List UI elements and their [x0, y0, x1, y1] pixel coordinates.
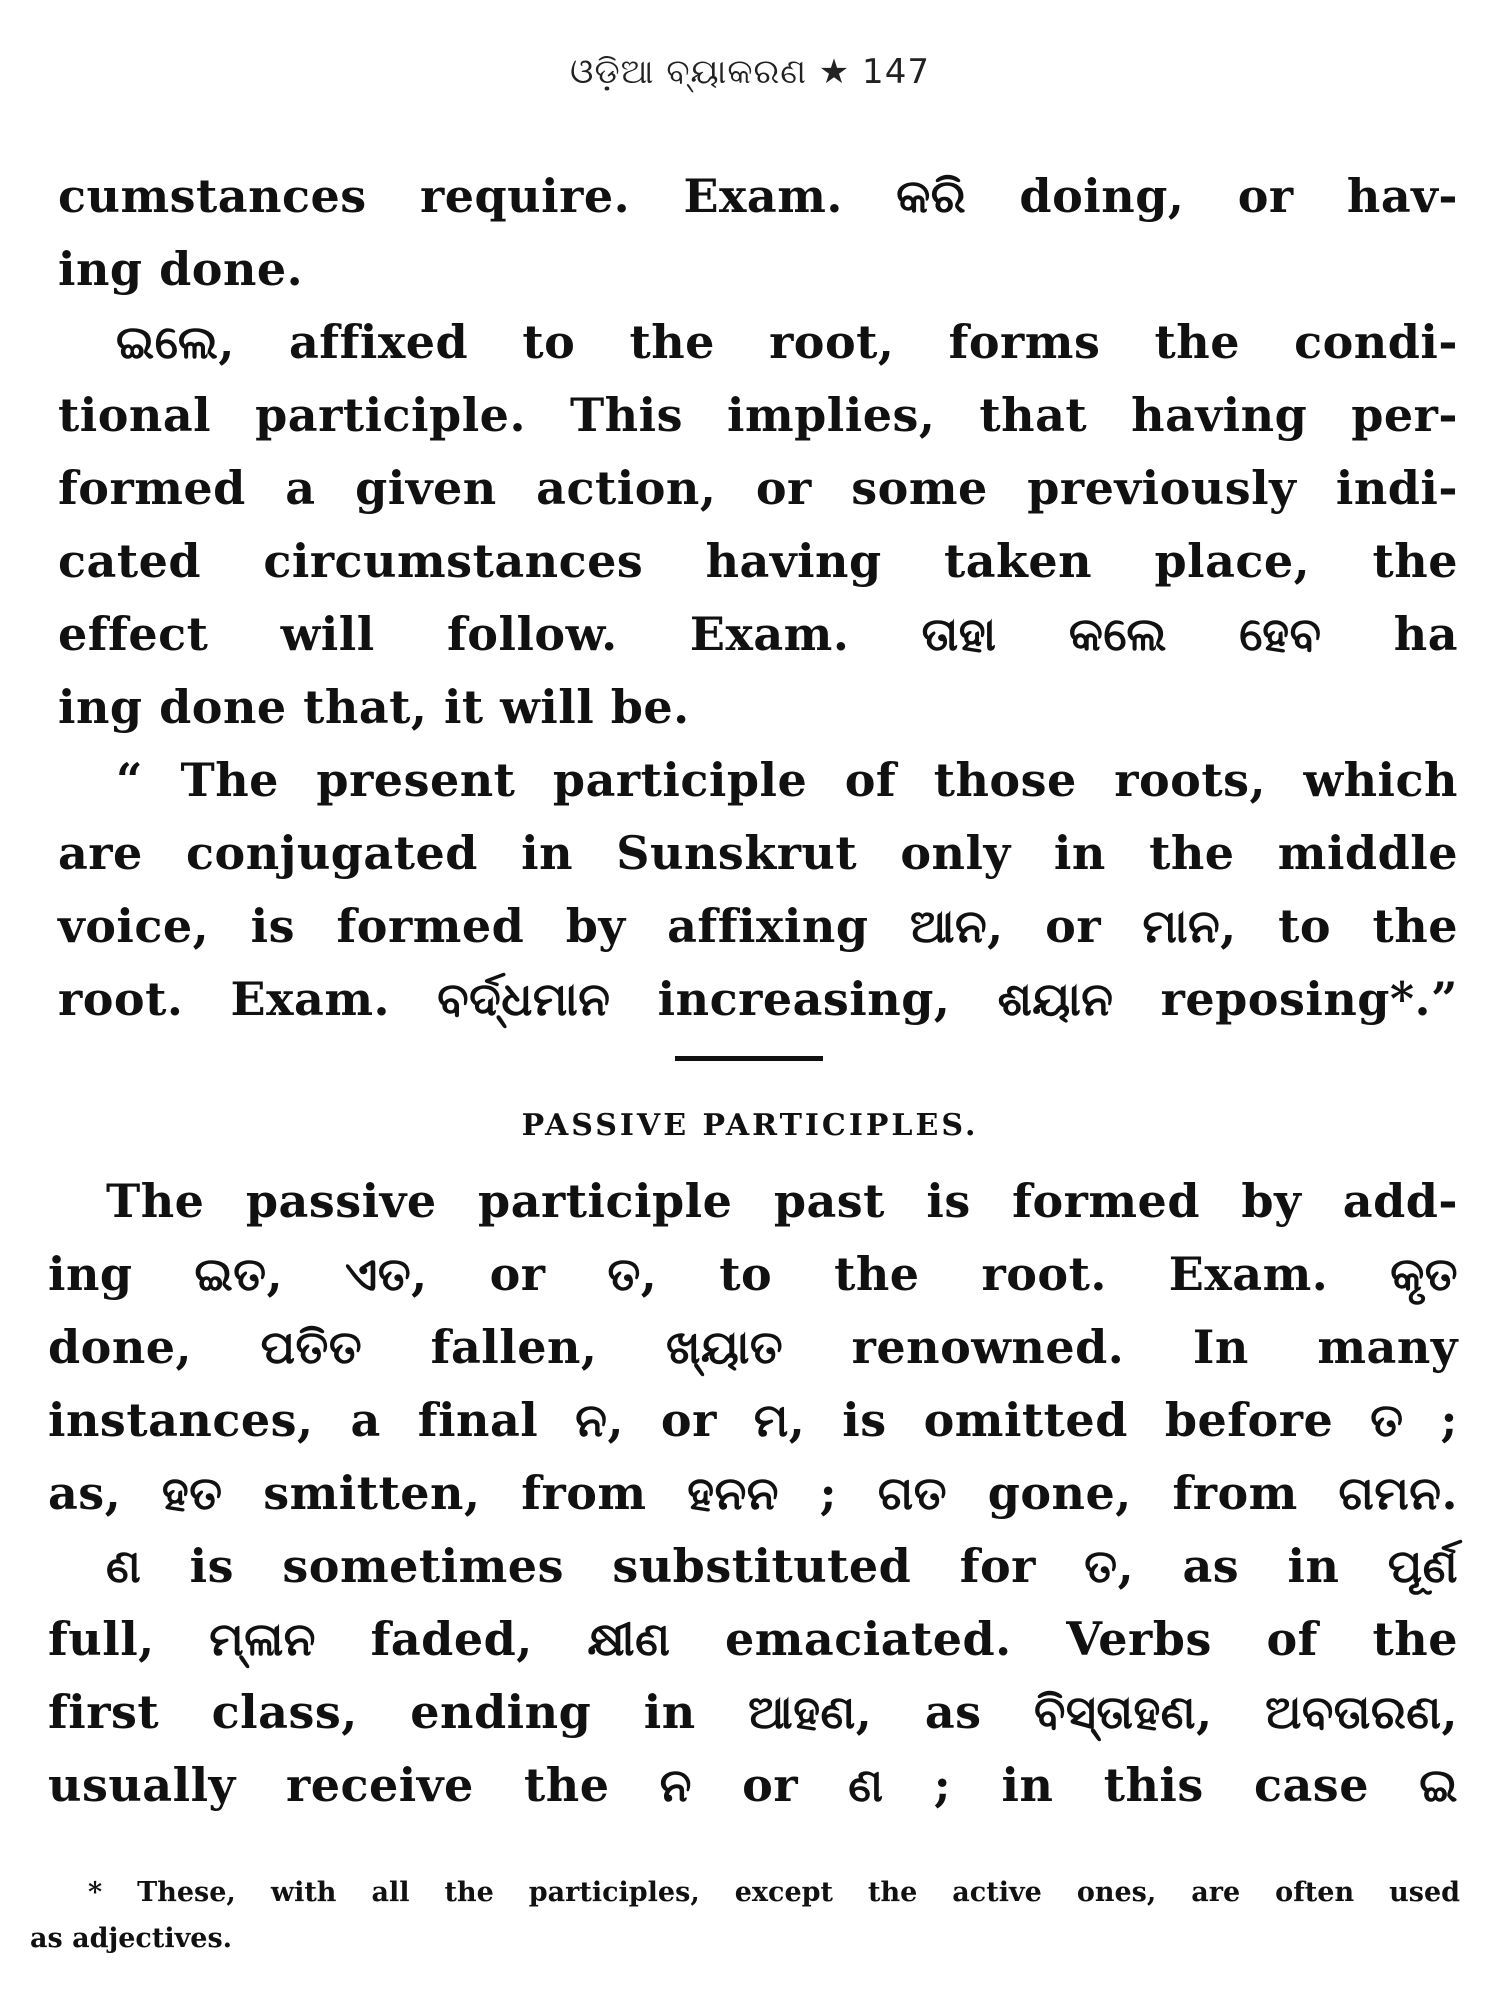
text-line: cumstances require. Exam. କରି doing, or hav-: [58, 169, 1458, 223]
footnote: [30, 1870, 1460, 1962]
text-line: ing done that, it will be.: [58, 680, 690, 734]
footnote-line: as adjectives.: [30, 1923, 233, 1954]
text-line: ing done.: [58, 242, 304, 296]
text-line: full, ମ୍ଳାନ faded, କ୍ଷୀଣ emaciated. Verbs of the: [48, 1612, 1458, 1666]
section-divider: [675, 1056, 823, 1061]
text-line: tional participle. This implies, that having per-: [58, 388, 1458, 442]
text-line: effect will follow. Exam. ତାହା କଲେ ହେବ ha: [58, 607, 1458, 661]
text-line: ଇଲେ, affixed to the root, forms the condi-: [116, 315, 1458, 369]
text-line: ଣ is sometimes substituted for ତ, as in ପୂର୍ଣ: [106, 1539, 1458, 1593]
text-line: are conjugated in Sunskrut only in the middle: [58, 826, 1458, 880]
text-line: done, ପତିତ fallen, ଖ୍ୟାତ renowned. In many: [48, 1320, 1458, 1374]
section-heading: PASSIVE PARTICIPLES.: [521, 1108, 979, 1143]
text-line: usually receive the ନ or ଣ ; in this case ଇ: [48, 1758, 1458, 1812]
text-line: ing ଇତ, ଏତ, or ତ, to the root. Exam. କୃତ: [48, 1247, 1458, 1301]
text-line: root. Exam. ବର୍ଦ୍ଧମାନ increasing, ଶୟାନ reposing*.”: [58, 972, 1458, 1026]
text-line: instances, a final ନ, or ମ, is omitted before ତ ;: [48, 1393, 1458, 1447]
text-line: first class, ending in ଆହଣ, as ବିସ୍ତାହଣ, ଅବତାରଣ,: [48, 1685, 1458, 1739]
footnote-line: * These, with all the participles, except the active ones, are often used: [88, 1877, 1460, 1908]
text-line: formed a given action, or some previously indi-: [58, 461, 1458, 515]
text-line: voice, is formed by affixing ଆନ, or ମାନ, to the: [58, 899, 1458, 953]
text-line: cated circumstances having taken place, the: [58, 534, 1458, 588]
text-line: as, ହତ smitten, from ହନନ ; ଗତ gone, from ଗମନ.: [48, 1466, 1458, 1520]
body-text-section-2: [48, 1165, 1458, 1822]
text-line: “ The present participle of those roots, which: [116, 753, 1458, 807]
body-text-section-1: [58, 160, 1458, 1036]
text-line: The passive participle past is formed by add-: [106, 1174, 1458, 1228]
running-head: ଓଡ଼ିଆ ବ୍ୟାକରଣ ★ 147: [570, 52, 930, 92]
